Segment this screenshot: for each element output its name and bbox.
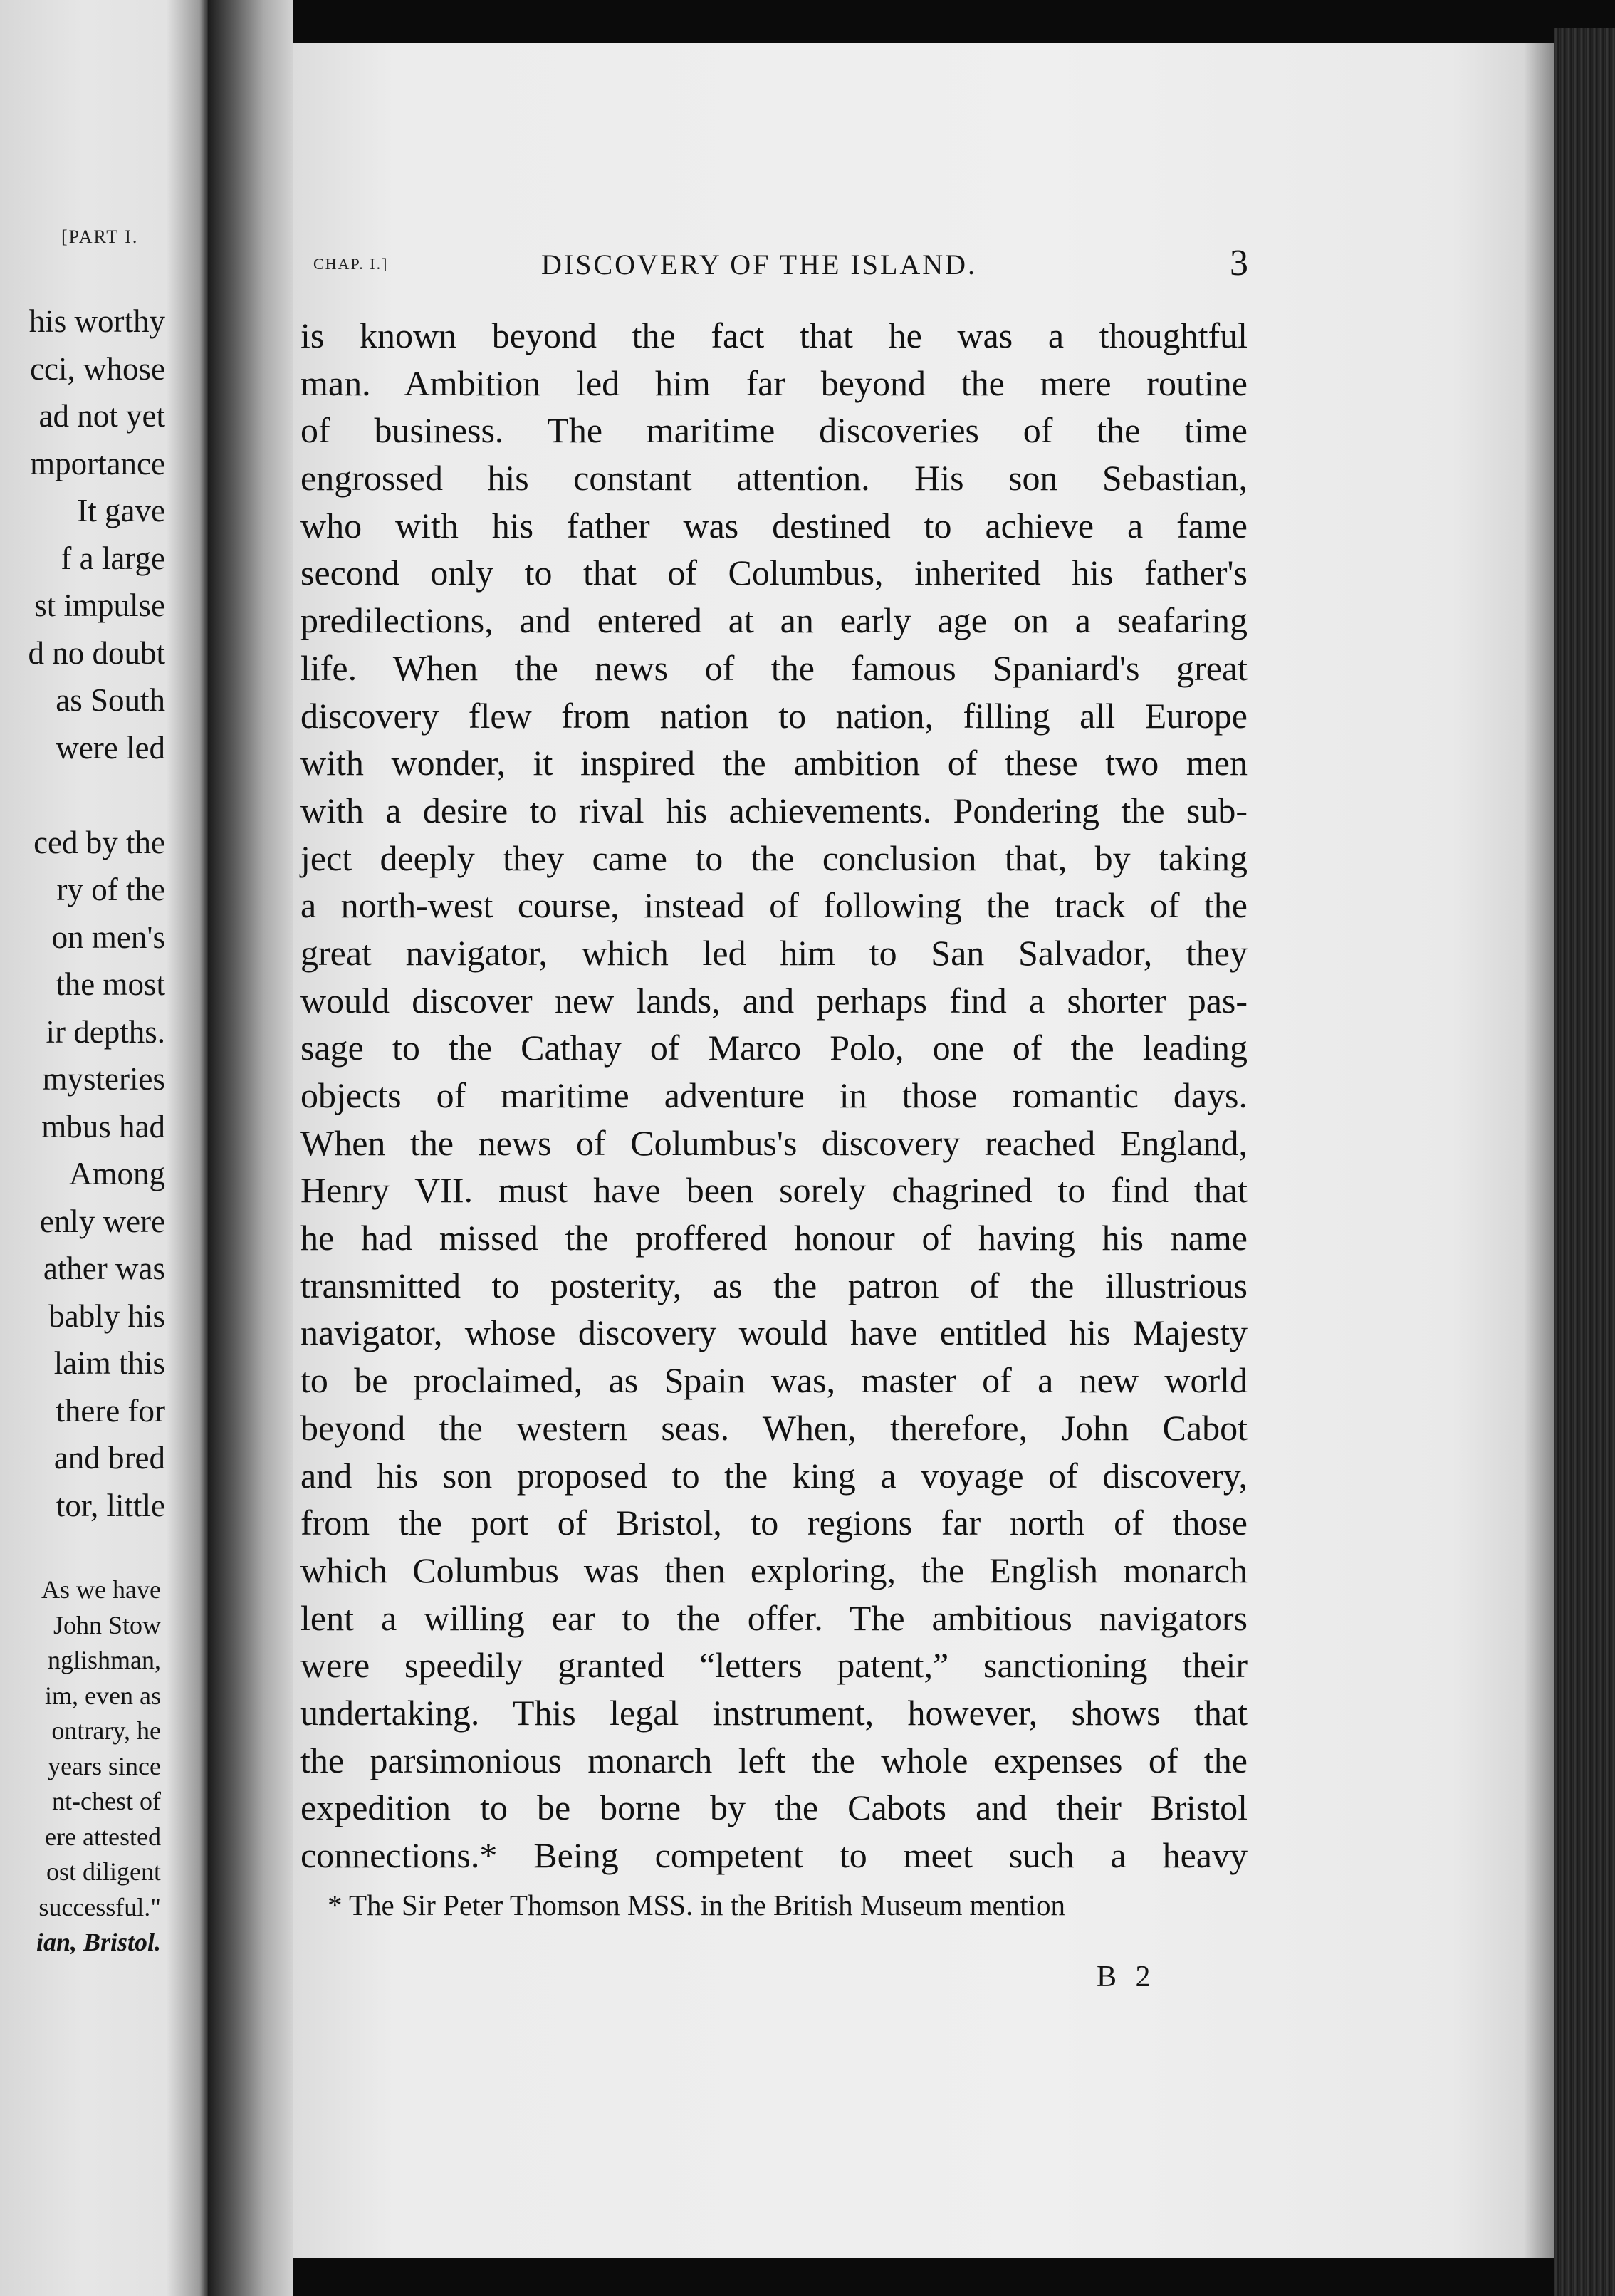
text-line: Henry VII. must have been sorely chagrined to find that [300,1170,1248,1211]
running-header [313,243,1253,291]
left-footnote-line: ost diligent [46,1857,161,1886]
text-line: ject deeply they came to the conclusion that, by taking [300,837,1248,878]
text-line: When the news of Columbus's discovery reached England, [300,1122,1248,1163]
text-line: the parsimonious monarch left the whole expenses of the [300,1740,1248,1780]
left-footnote-line: im, even as [45,1681,161,1710]
text-line: to be proclaimed, as Spain was, master of a new world [300,1360,1248,1401]
text-line: objects of maritime adventure in those romantic days. [300,1075,1248,1115]
left-text-line [0,771,165,819]
left-text-line: were led [56,729,165,766]
text-line: predilections, and entered at an early age on a seafaring [300,600,1248,641]
signature-mark: B 2 [1097,1961,1156,1993]
text-line: lent a willing ear to the offer. The ambitious navigators [300,1597,1248,1638]
text-line: of business. The maritime discoveries of the time [300,410,1248,451]
text-line: life. When the news of the famous Spaniard's great [300,647,1248,688]
left-footnote-line: years since [48,1751,161,1780]
book-fore-edge [1554,28,1615,2296]
text-line: man. Ambition led him far beyond the mere routine [300,362,1248,403]
left-text-line: as South [56,682,165,718]
text-line: discovery flew from nation to nation, filling all Europe [300,695,1248,736]
left-text-line: laim this [53,1345,165,1381]
left-text-line: ather was [43,1251,165,1286]
text-line: is known beyond the fact that he was a thoughtful [300,315,1248,355]
page-edge-shadow [1524,43,1555,2258]
text-line: from the port of Bristol, to regions far north of those [300,1503,1248,1543]
left-text-line: his worthy [28,303,165,339]
left-footnote-line: successful." [38,1892,161,1921]
left-text-line: d no doubt [28,635,165,671]
left-footnote-line: nt-chest of [52,1787,161,1815]
text-line: beyond the western seas. When, therefore, John Cabot [300,1407,1248,1448]
text-line: transmitted to posterity, as the patron of the illustrious [300,1265,1248,1305]
footnote: * The Sir Peter Thomson MSS. in the British Museum mention [328,1889,1066,1921]
text-line: who with his father was destined to achieve a fame [300,505,1248,546]
left-text-line: ced by the [33,824,165,860]
text-line: with a desire to rival his achievements. Pondering the sub- [300,790,1248,830]
text-line: engrossed his constant attention. His son Sebastian, [300,458,1248,499]
left-footnote-line: ian, Bristol. [36,1928,161,1956]
left-text-line: Among [69,1156,165,1191]
text-line: which Columbus was then exploring, the English monarch [300,1550,1248,1590]
left-page-footnote [0,1572,161,1961]
left-text-line: st impulse [34,588,165,623]
left-text-line: ir depths. [46,1013,165,1050]
text-line: connections.* Being competent to meet such a heavy [300,1835,1248,1875]
text-line: undertaking. This legal instrument, however, shows that [300,1692,1248,1733]
left-text-line: enly were [39,1203,165,1239]
left-text-line: tor, little [56,1487,165,1523]
left-text-line: mportance [30,445,165,481]
text-line: sage to the Cathay of Marco Polo, one of the leading [300,1028,1248,1068]
left-text-line: on men's [51,919,165,955]
left-text-line: bably his [48,1298,165,1334]
text-line: would discover new lands, and perhaps find a shorter pas- [300,980,1248,1021]
text-line: he had missed the proffered honour of having his name [300,1218,1248,1258]
text-line: with wonder, it inspired the ambition of these two men [300,743,1248,783]
page-number: 3 [1230,243,1248,283]
body-text [300,312,1248,1879]
left-text-line: mysteries [42,1061,165,1097]
left-text-line: cci, whose [30,350,165,387]
left-footnote-line: ere attested [45,1822,161,1851]
left-text-line: the most [56,966,165,1002]
text-line: were speedily granted “letters patent,” sanctioning their [300,1645,1248,1686]
left-page-header: [PART I. [61,226,139,247]
left-text-line: there for [56,1392,165,1429]
left-footnote-line: nglishman, [48,1646,161,1674]
running-title: DISCOVERY OF THE ISLAND. [541,249,978,281]
left-footnote-line: ontrary, he [51,1716,161,1745]
left-text-line: and bred [53,1440,165,1476]
left-text-line: ad not yet [38,398,165,434]
left-text-line: It gave [77,493,165,528]
left-text-line: mbus had [41,1108,165,1144]
left-text-line: ry of the [56,872,165,907]
left-footnote-line: As we have [41,1575,161,1604]
left-footnote-line: John Stow [53,1610,161,1639]
left-page-text [0,298,165,1529]
text-line: second only to that of Columbus, inherited his father's [300,553,1248,593]
text-line: great navigator, which led him to San Salvador, they [300,932,1248,973]
text-line: expedition to be borne by the Cabots and their Bristol [300,1788,1248,1828]
text-line: navigator, whose discovery would have entitled his Majesty [300,1313,1248,1353]
chapter-label: CHAP. I.] [313,255,389,273]
left-page [0,0,208,2296]
book-gutter [208,0,293,2296]
left-text-line: f a large [61,540,165,576]
text-line: a north-west course, instead of following the track of the [300,885,1248,926]
text-line: and his son proposed to the king a voyage of discovery, [300,1455,1248,1496]
